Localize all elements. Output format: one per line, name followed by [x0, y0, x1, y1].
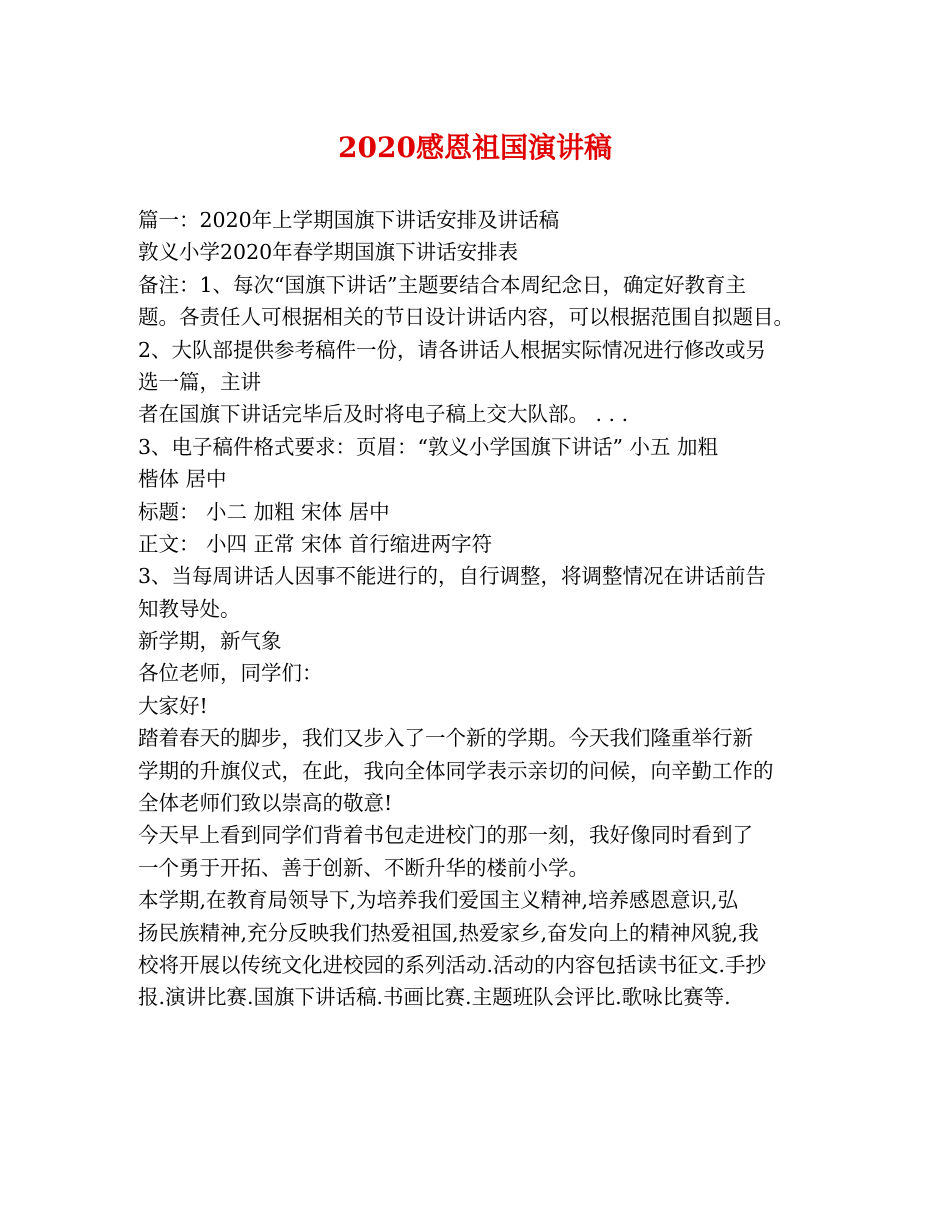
body-line: 2、大队部提供参考稿件一份，请各讲话人根据实际情况进行修改或另: [138, 337, 767, 362]
body-line: 篇一：2020年上学期国旗下讲话安排及讲话稿: [138, 208, 560, 232]
document-body: [138, 204, 818, 1014]
body-line: 知教导处。: [138, 596, 241, 621]
body-line: 踏着春天的脚步，我们又步入了一个新的学期。今天我们隆重举行新: [138, 726, 753, 751]
body-line: 楷体 居中: [138, 467, 227, 492]
body-line: 各位老师，同学们：: [138, 661, 323, 686]
body-line: 敦义小学2020年春学期国旗下讲话安排表: [138, 240, 519, 265]
body-line: 全体老师们致以崇高的敬意!: [138, 791, 393, 816]
body-line: 3、电子稿件格式要求：页眉：“敦义小学国旗下讲话” 小五 加粗: [138, 434, 719, 459]
body-line: 校将开展以传统文化进校园的系列活动.活动的内容包括读书征文.手抄: [138, 952, 767, 977]
body-line: 者在国旗下讲话完毕后及时将电子稿上交大队部。 . . .: [138, 402, 629, 427]
body-line: 备注：1、每次“国旗下讲话”主题要结合本周纪念日，确定好教育主: [138, 272, 747, 297]
body-line: 扬民族精神,充分反映我们热爱祖国,热爱家乡,奋发向上的精神风貌,我: [138, 920, 759, 945]
body-line: 报.演讲比赛.国旗下讲话稿.书画比赛.主题班队会评比.歌咏比赛等.: [138, 985, 731, 1010]
body-line: 学期的升旗仪式，在此，我向全体同学表示亲切的问候，向辛勤工作的: [138, 758, 774, 783]
body-line: 一个勇于开拓、善于创新、不断升华的楼前小学。: [138, 855, 589, 880]
body-line: 正文： 小四 正常 宋体 首行缩进两字符: [138, 531, 493, 556]
body-line: 大家好!: [138, 693, 208, 718]
body-line: 今天早上看到同学们背着书包走进校门的那一刻，我好像同时看到了: [138, 823, 753, 848]
body-line: 题。各责任人可根据相关的节日设计讲话内容，可以根据范围自拟题目。: [138, 305, 794, 330]
body-line: 选一篇，主讲: [138, 369, 261, 394]
body-line: 本学期,在教育局领导下,为培养我们爱国主义精神,培养感恩意识,弘: [138, 888, 739, 913]
body-line: 3、当每周讲话人因事不能进行的，自行调整，将调整情况在讲话前告: [138, 564, 767, 589]
body-line: 标题： 小二 加粗 宋体 居中: [138, 499, 390, 524]
body-line: 新学期，新气象: [138, 629, 282, 654]
document-title: 2020感恩祖国演讲稿: [338, 131, 612, 164]
